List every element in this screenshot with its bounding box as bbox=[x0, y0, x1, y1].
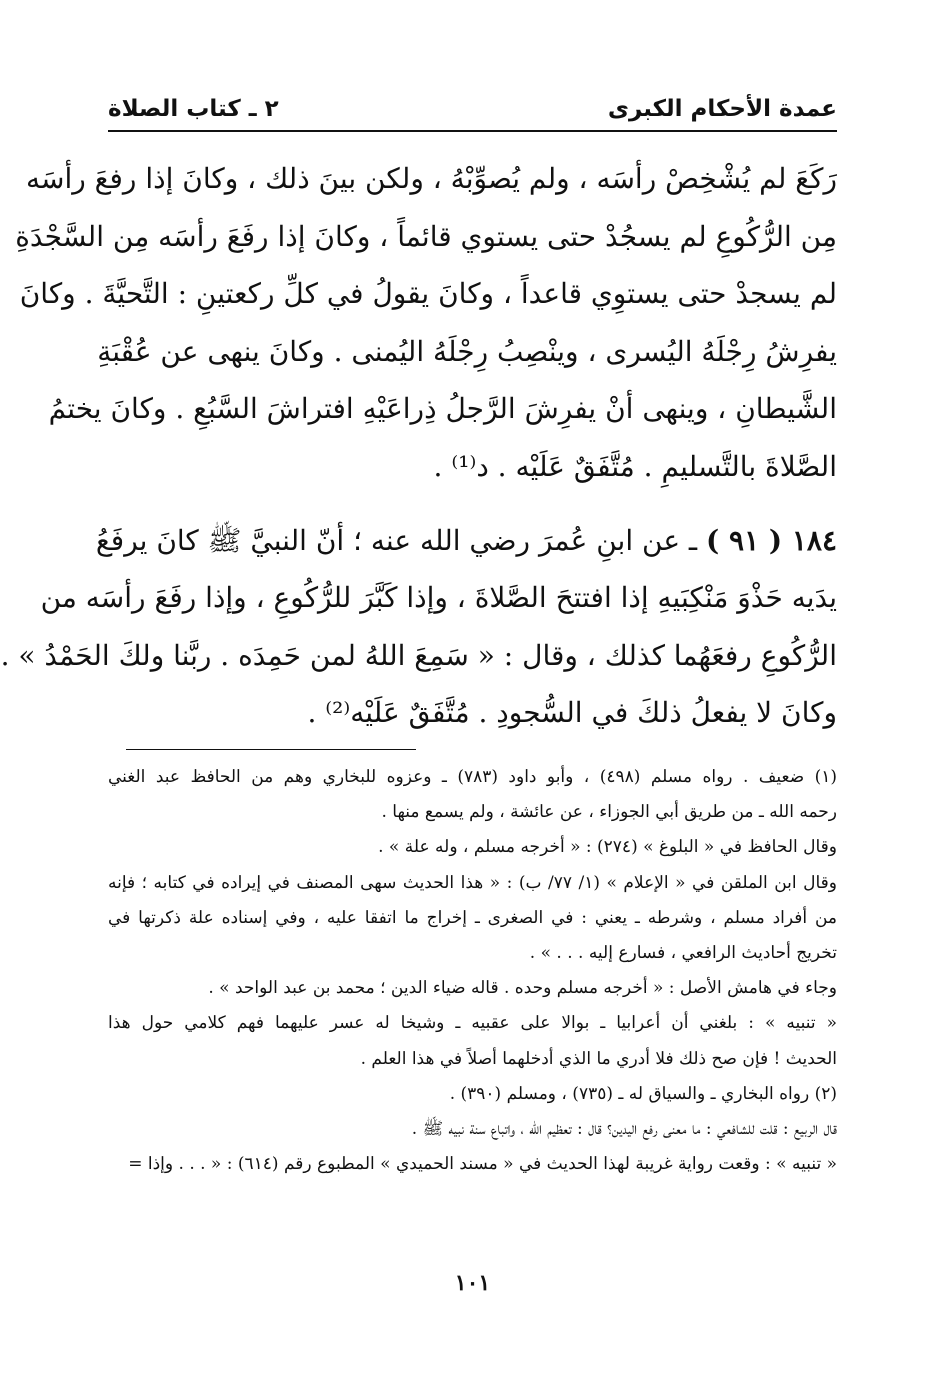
footnote-line: وجاء في هامش الأصل : « أخرجه مسلم وحده . قاله ضياء الدين ؛ محمد بن عبد الواحد » . bbox=[208, 978, 837, 999]
footnote-separator bbox=[126, 749, 416, 750]
text-line: يفرِشُ رِجْلَهُ اليُسرى ، وينْصِبُ رِجْلَهُ اليُمنى . وكانَ ينهى عن عُقْبَةِ bbox=[97, 334, 837, 368]
footnote-line: « تنبيه » : وقعت رواية غريبة لهذا الحديث في « مسند الحميدي » المطبوع رقم (٦١٤) : « . . . وإذا = bbox=[128, 1154, 837, 1175]
footnote-line: وقال ابن الملقن في « الإعلام » (١/ ٧٧/ ب) : « هذا الحديث سهى المصنف في إيراده في كتابه ؛ فإنه bbox=[108, 872, 837, 893]
hadith-number: ١٨٤ ( ٩١ ) bbox=[706, 523, 837, 557]
footnotes bbox=[108, 760, 837, 1182]
text-line: مِن الرُّكُوعِ لم يسجُدْ حتى يستوي قائماً ، وكانَ إذا رفَعَ رأسَه مِن السَّجْدَةِ bbox=[15, 219, 837, 253]
text-line: الشَّيطانِ ، وينهى أنْ يفرِشَ الرَّجلُ ذِراعَيْهِ افتراشَ السَّبُعِ . وكانَ يختمُ bbox=[48, 392, 837, 426]
text-line: ـ عن ابنِ عُمرَ رضي الله عنه ؛ أنّ النبيَّ ﷺ كانَ يرفَعُ bbox=[95, 523, 698, 557]
main-text bbox=[0, 150, 837, 742]
footnote-line: رحمه الله ـ من طريق أبي الجوزاء ، عن عائشة ، ولم يسمع منها . bbox=[381, 802, 837, 823]
running-header bbox=[108, 92, 837, 132]
footnote-line: قال الربيع : قلت للشافعي : ما معنى رفع اليدين؟ قال : تعظيم الله ، واتباع سنة نبيه ﷺ . bbox=[411, 1118, 837, 1139]
footnote-line: تخريج أحاديث الرافعي ، فسارع إليه . . . » . bbox=[529, 942, 837, 963]
page-number: ١٠١ bbox=[454, 1270, 491, 1296]
chapter-title: ٢ ـ كتاب الصلاة bbox=[108, 96, 279, 122]
text-line: الصَّلاةَ بالتَّسليمِ . مُتَّفَقٌ عَلَيْه . د⁽¹⁾ . bbox=[433, 449, 837, 483]
footnote-line: وقال الحافظ في « البلوغ » (٢٧٤) : « أخرجه مسلم ، وله علة » . bbox=[378, 837, 837, 858]
footnote-line: « تنبيه » : بلغني أن أعرابيا ـ بوالا على عقبيه ـ وشيخا له عسر عليهما فهم كلامي حول هذا bbox=[108, 1013, 837, 1034]
footnote-line: (٢) رواه البخاري ـ والسياق له ـ (٧٣٥) ، ومسلم (٣٩٠) . bbox=[449, 1083, 837, 1104]
paragraph-gap bbox=[108, 496, 837, 512]
footnote-line: الحديث ! فإن صح ذلك فلا أدري ما الذي أدخلهما أصلاً في هذا العلم . bbox=[360, 1048, 837, 1069]
text-line: الرُّكُوعِ رفعَهُما كذلك ، وقال : « سَمِعَ اللهُ لمن حَمِدَه . ربَّنا ولكَ الحَمْدُ » . bbox=[0, 638, 837, 672]
hadith-first-line bbox=[95, 512, 837, 570]
footnote-line: من أفراد مسلم ، وشرطه ـ يعني : في الصغرى ـ إخراج ما اتفقا عليه ، وفي إسناده علة ذكرتها في bbox=[108, 907, 837, 928]
text-line: لم يسجدْ حتى يستوِي قاعداً ، وكانَ يقولُ في كلِّ ركعتينِ : التَّحيَّةَ . وكانَ bbox=[19, 277, 837, 311]
text-line: يدَيه حَذْوَ مَنْكِبَيهِ إذا افتتحَ الصَّلاةَ ، وإذا كَبَّرَ للرُّكُوعِ ، وإذا رفَعَ رأسَه من bbox=[40, 581, 837, 615]
text-line: وكانَ لا يفعلُ ذلكَ في السُّجودِ . مُتَّفَقٌ عَلَيْه⁽²⁾ . bbox=[307, 696, 837, 730]
book-title: عمدة الأحكام الكبرى bbox=[607, 96, 837, 122]
text-line: رَكَعَ لم يُشْخِصْ رأسَه ، ولم يُصوِّبْهُ ، ولكن بينَ ذلك ، وكانَ إذا رفعَ رأسَه bbox=[25, 162, 837, 195]
footnote-line: (١) ضعيف . رواه مسلم (٤٩٨) ، وأبو داود (٧٨٣) ـ وعزوه للبخاري وهم من الحافظ عبد الغني bbox=[108, 767, 837, 787]
header-rule bbox=[108, 130, 837, 132]
